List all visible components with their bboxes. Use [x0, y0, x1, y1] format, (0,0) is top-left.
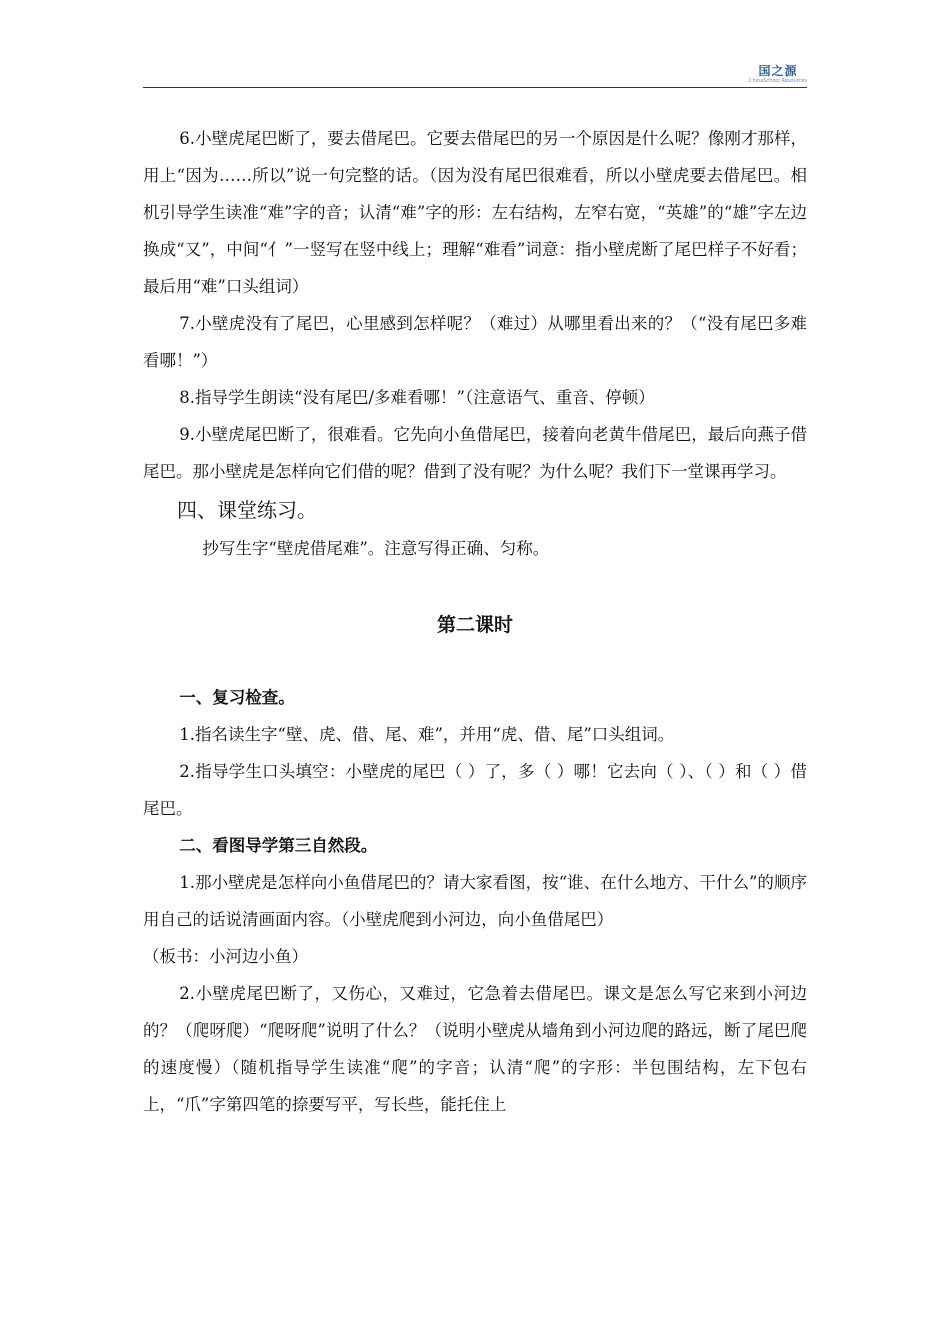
section-4-heading: 四、课堂练习。	[177, 498, 317, 522]
header-rule	[143, 87, 807, 88]
logo-text: 国之源	[758, 64, 798, 78]
review-item-2: 2.指导学生口头填空：小壁虎的尾巴（ ）了，多（ ）哪！它去向（ ）、（ ）和（ ）借尾巴。	[143, 762, 807, 818]
picture-study-item-1: 1.那小壁虎是怎样向小鱼借尾巴的？请大家看图，按“谁、在什么地方、干什么”的顺序用自己的话说清画面内容。（小壁虎爬到小河边，向小鱼借尾巴）	[143, 873, 807, 929]
review-item-1: 1.指名读生字“壁、虎、借、尾、难”，并用“虎、借、尾”口头组词。	[179, 725, 675, 744]
document-body	[143, 120, 807, 1123]
blackboard-note: （板书：小河边小鱼）	[143, 947, 308, 966]
publisher-logo	[748, 64, 808, 85]
paragraph-step-9: 9.小壁虎尾巴断了，很难看。它先向小鱼借尾巴，接着向老黄牛借尾巴，最后向燕子借尾巴。那小壁虎是怎样向它们借的呢？借到了没有呢？为什么呢？我们下一堂课再学习。	[143, 425, 807, 481]
paragraph-step-6: 6.小壁虎尾巴断了，要去借尾巴。它要去借尾巴的另一个原因是什么呢？像刚才那样，用上“因为……所以”说一句完整的话。（因为没有尾巴很难看，所以小壁虎要去借尾巴。相机引导学生读准“难”字的音；认清“难”字的形：左右结构，左窄右宽，“英雄”的“雄”字左边换成“又”，中间“亻”一竖写在竖中线上；理解“难看”词意：指小壁虎断了尾巴样子不好看；最后用“难”口头组词）	[143, 129, 807, 296]
section-4-body: 抄写生字“壁虎借尾难”。注意写得正确、匀称。	[202, 539, 550, 558]
chapter-title: 第二课时	[436, 614, 513, 636]
review-heading: 一、复习检查。	[179, 688, 295, 707]
picture-study-item-2: 2.小壁虎尾巴断了，又伤心，又难过，它急着去借尾巴。课文是怎么写它来到小河边的？（爬呀爬）“爬呀爬”说明了什么？（说明小壁虎从墙角到小河边爬的路远，断了尾巴爬的速度慢）（随机指导学生读准“爬”的字音；认清“爬”的字形：半包围结构，左下包右上，“爪”字第四笔的捺要写平，写长些，能托住上	[143, 984, 807, 1114]
paragraph-step-7: 7.小壁虎没有了尾巴，心里感到怎样呢？（难过）从哪里看出来的？（“没有尾巴多难看哪！”）	[143, 314, 807, 370]
paragraph-step-8: 8.指导学生朗读“没有尾巴/多难看哪！”（注意语气、重音、停顿）	[179, 388, 655, 407]
picture-study-heading: 二、看图导学第三自然段。	[179, 836, 378, 855]
logo-subtext: ChinaSchool Resources	[748, 78, 807, 84]
